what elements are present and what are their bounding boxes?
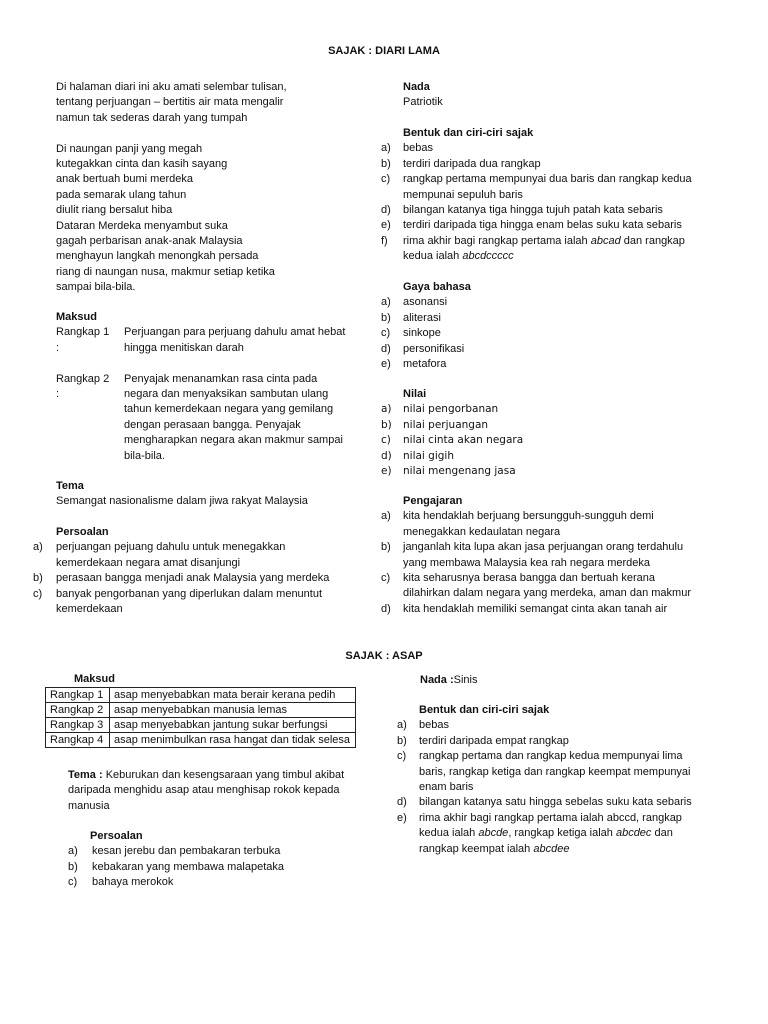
- list-item: [68, 860, 368, 875]
- poem-line: gagah perbarisan anak-anak Malaysia: [56, 235, 243, 248]
- list-item: [381, 357, 721, 372]
- item-text: kedua ialah: [403, 250, 463, 263]
- poem-line: anak bertuah bumi merdeka: [56, 173, 193, 186]
- section-heading: Bentuk dan ciri-ciri sajak: [403, 127, 534, 139]
- poem-line: Dataran Merdeka menyambut suka: [56, 219, 228, 232]
- item-label: c): [381, 173, 391, 186]
- item-label: f): [381, 234, 388, 247]
- item-text: nilai pengorbanan: [403, 403, 499, 416]
- item-label: c): [397, 750, 407, 763]
- item-text: rangkap keempat ialah: [419, 842, 534, 855]
- poem2-persoalan: [68, 829, 368, 891]
- section-heading: Nilai: [403, 388, 427, 400]
- item-line: kemerdekaan: [56, 603, 123, 616]
- section-heading: Pengajaran: [403, 495, 463, 507]
- row-colon: :: [56, 341, 60, 354]
- section-heading: Gaya bahasa: [403, 281, 471, 293]
- item-line: dilahirkan dalam negara yang merdeka, aman dan makmur: [403, 587, 691, 600]
- list-item: [381, 295, 721, 310]
- item-text: sinkope: [403, 327, 441, 340]
- row-line: dengan perasaan bangga. Penyajak: [124, 418, 301, 431]
- row-key: Rangkap 2: [56, 372, 110, 385]
- item-text: kebakaran yang membawa malapetaka: [92, 860, 285, 873]
- section-heading: Maksud: [74, 673, 115, 685]
- item-text: nilai gigih: [403, 449, 454, 462]
- item-label: b): [68, 860, 78, 873]
- table-row: [46, 718, 356, 733]
- poem1-gaya-bahasa: [381, 280, 721, 372]
- item-text: nilai mengenang jasa: [403, 465, 516, 478]
- item-label: c): [33, 587, 43, 600]
- list-item: [381, 342, 721, 357]
- maksud-row: [56, 325, 366, 356]
- item-label: c): [381, 327, 391, 340]
- item-line: baris, rangkap ketiga dan rangkap keempat mempunyai: [419, 765, 691, 778]
- list-item: [381, 571, 726, 602]
- row-key: Rangkap 1: [46, 688, 110, 703]
- list-item: [381, 311, 721, 326]
- section-heading: Bentuk dan ciri-ciri sajak: [419, 704, 550, 716]
- list-item: [397, 749, 737, 795]
- poem1-bentuk: [381, 126, 721, 265]
- section-heading: Tema: [56, 480, 84, 492]
- list-item: [381, 326, 721, 341]
- maksud-row: [56, 372, 366, 464]
- rhyme-scheme: abcde: [478, 827, 509, 840]
- row-line: hingga menitiskan darah: [124, 341, 244, 354]
- row-key: Rangkap 1: [56, 326, 110, 339]
- list-item: [381, 172, 721, 203]
- item-line: perasaan bangga menjadi anak Malaysia yang merdeka: [56, 572, 330, 585]
- poem1-title: SAJAK : DIARI LAMA: [328, 45, 440, 57]
- poem-line: diulit riang bersalut hiba: [56, 204, 173, 217]
- section-heading: Nada :: [420, 674, 454, 686]
- item-label: d): [381, 449, 392, 462]
- item-label: a): [381, 142, 391, 155]
- row-value: asap menyebabkan mata berair kerana pedih: [110, 688, 356, 703]
- list-item: [381, 509, 726, 540]
- row-value: asap menyebabkan jantung sukar berfungsi: [110, 718, 356, 733]
- nada-text: Patriotik: [403, 96, 443, 109]
- item-text: nilai perjuangan: [403, 418, 489, 431]
- item-label: d): [397, 796, 407, 809]
- item-line: banyak pengorbanan yang diperlukan dalam menuntut: [56, 587, 323, 600]
- item-line: mempunai sepuluh baris: [403, 188, 523, 201]
- item-text: aliterasi: [403, 311, 441, 324]
- poem2-bentuk: [397, 703, 737, 857]
- item-label: c): [381, 434, 391, 447]
- item-label: b): [381, 541, 391, 554]
- list-item: [381, 141, 721, 156]
- item-line: perjuangan pejuang dahulu untuk menegakkan: [56, 541, 286, 554]
- poem2-maksud-table: [45, 687, 356, 748]
- poem-line: menghayun langkah menongkah persada: [56, 250, 259, 263]
- row-line: mengharapkan negara akan makmur sampai: [124, 434, 343, 447]
- section-heading: Maksud: [56, 311, 97, 323]
- item-line: terdiri daripada tiga hingga enam belas suku kata sebaris: [403, 219, 682, 232]
- poem1-tema: [56, 479, 366, 510]
- item-text: dan rangkap: [620, 234, 685, 247]
- row-key: Rangkap 3: [46, 718, 110, 733]
- item-label: c): [68, 876, 78, 889]
- tema-line: manusia: [68, 799, 110, 812]
- item-label: c): [381, 572, 391, 585]
- item-line: kita hendaklah memiliki semangat cinta akan tanah air: [403, 602, 668, 615]
- item-text: asonansi: [403, 296, 448, 309]
- list-item: [381, 449, 721, 464]
- item-line: bebas: [419, 719, 449, 732]
- list-item: [381, 602, 726, 617]
- item-label: a): [397, 719, 407, 732]
- row-colon: :: [56, 388, 60, 401]
- item-label: b): [397, 734, 407, 747]
- item-line: bebas: [403, 142, 433, 155]
- list-item: [381, 418, 721, 433]
- item-label: a): [68, 845, 78, 858]
- item-line: kemerdekaan negara amat disanjungi: [56, 556, 241, 569]
- poem-line: Di naungan panji yang megah: [56, 142, 203, 155]
- list-item: [381, 234, 721, 265]
- list-item: [397, 734, 737, 749]
- poem1-nilai: [381, 387, 721, 479]
- item-text: dan: [651, 827, 673, 840]
- poem-line: Di halaman diari ini aku amati selembar tulisan,: [56, 81, 287, 93]
- item-line: janganlah kita lupa akan jasa perjuangan orang terdahulu: [403, 541, 684, 554]
- item-label: a): [33, 541, 43, 554]
- rhyme-scheme: abcad: [590, 234, 621, 247]
- list-item: [381, 218, 721, 233]
- poem1-maksud: [56, 310, 366, 464]
- item-label: d): [381, 602, 391, 615]
- item-label: e): [397, 811, 407, 824]
- row-line: bila-bila.: [124, 449, 165, 462]
- tema-line: daripada menghidu asap atau menghisap rokok kepada: [68, 784, 340, 797]
- item-line: kita seharusnya berasa bangga dan bertuah kerana: [403, 572, 655, 585]
- item-label: e): [381, 358, 391, 371]
- row-value: asap menyebabkan manusia lemas: [110, 703, 356, 718]
- poem-line: namun tak sederas darah yang tumpah: [56, 111, 248, 124]
- rhyme-scheme: abcdee: [533, 842, 570, 855]
- item-label: a): [381, 510, 391, 523]
- item-label: b): [381, 418, 392, 431]
- section-heading: Persoalan: [90, 830, 143, 842]
- table-row: [46, 703, 356, 718]
- list-item: [68, 844, 368, 859]
- item-label: b): [33, 572, 43, 585]
- nada-text: Sinis: [453, 674, 478, 686]
- row-key: Rangkap 4: [46, 733, 110, 748]
- list-item: [381, 402, 721, 417]
- poem1-nada: [403, 80, 723, 111]
- item-line: rangkap pertama dan rangkap kedua mempunyai lima: [419, 750, 683, 763]
- poem-line: riang di naungan nusa, makmur setiap ketika: [56, 265, 275, 278]
- tema-line: Keburukan dan kesengsaraan yang timbul akibat: [102, 769, 345, 781]
- item-label: a): [381, 296, 391, 309]
- table-row: [46, 733, 356, 748]
- row-line: Penyajak menanamkan rasa cinta pada: [124, 372, 318, 385]
- item-label: e): [381, 219, 391, 232]
- poem2-nada: [420, 673, 477, 688]
- item-line: bilangan katanya satu hingga sebelas suku kata sebaris: [419, 796, 692, 809]
- poem2-tema: [68, 768, 368, 814]
- poem-line: sampai bila-bila.: [56, 281, 136, 294]
- item-line: kita hendaklah berjuang bersungguh-sungguh demi: [403, 510, 654, 523]
- poem2-title: SAJAK : ASAP: [345, 650, 423, 662]
- item-line: enam baris: [419, 781, 474, 794]
- item-text: kesan jerebu dan pembakaran terbuka: [92, 845, 281, 858]
- list-item: [381, 203, 721, 218]
- rhyme-scheme: abcdccccc: [462, 250, 514, 263]
- row-value: asap menimbulkan rasa hangat dan tidak selesa: [110, 733, 356, 748]
- item-label: b): [381, 157, 391, 170]
- table-row: [46, 688, 356, 703]
- item-text: kedua ialah: [419, 827, 479, 840]
- item-line: bilangan katanya tiga hingga tujuh patah kata sebaris: [403, 204, 663, 217]
- list-item: [381, 464, 721, 479]
- item-label: d): [381, 342, 391, 355]
- item-label: a): [381, 403, 392, 416]
- row-key: Rangkap 2: [46, 703, 110, 718]
- item-line: menegakkan kedaulatan negara: [403, 525, 561, 538]
- list-item: [397, 811, 737, 857]
- item-text: rima akhir bagi rangkap pertama ialah: [403, 234, 591, 247]
- row-line: negara dan menyaksikan sambutan ulang: [124, 388, 329, 401]
- tema-text: Semangat nasionalisme dalam jiwa rakyat Malaysia: [56, 495, 308, 508]
- item-label: e): [381, 465, 392, 478]
- section-heading: Tema :: [68, 769, 103, 781]
- item-text: metafora: [403, 358, 447, 371]
- section-heading: Nada: [403, 81, 430, 93]
- list-item: [33, 540, 373, 571]
- list-item: [33, 571, 373, 586]
- item-text: , rangkap ketiga ialah: [508, 827, 616, 840]
- item-line: rangkap pertama mempunyai dua baris dan rangkap kedua: [403, 173, 692, 186]
- section-heading: Persoalan: [56, 526, 109, 538]
- list-item: [68, 875, 368, 890]
- poem-line: pada semarak ulang tahun: [56, 188, 187, 201]
- list-item: [381, 433, 721, 448]
- item-text: personifikasi: [403, 342, 465, 355]
- poem-line: tentang perjuangan – bertitis air mata mengalir: [56, 96, 284, 109]
- list-item: [381, 157, 721, 172]
- item-line: terdiri daripada dua rangkap: [403, 157, 541, 170]
- list-item: [397, 718, 737, 733]
- poem1-persoalan: [33, 525, 373, 617]
- item-line: yang membawa Malaysia kea rah negara merdeka: [403, 556, 651, 569]
- row-line: Perjuangan para perjuang dahulu amat hebat: [124, 326, 346, 339]
- list-item: [381, 540, 726, 571]
- list-item: [397, 795, 737, 810]
- poem1-text: [56, 80, 376, 296]
- row-line: tahun kemerdekaan negara yang gemilang: [124, 403, 334, 416]
- item-label: d): [381, 204, 391, 217]
- item-line: terdiri daripada empat rangkap: [419, 734, 569, 747]
- item-line: rima akhir bagi rangkap pertama ialah abccd, rangkap: [419, 811, 682, 824]
- item-label: b): [381, 311, 391, 324]
- list-item: [33, 587, 373, 618]
- rhyme-scheme: abcdec: [615, 827, 652, 840]
- item-text: nilai cinta akan negara: [403, 434, 524, 447]
- poem1-pengajaran: [381, 494, 726, 617]
- item-text: bahaya merokok: [92, 876, 174, 889]
- poem-line: kutegakkan cinta dan kasih sayang: [56, 158, 228, 171]
